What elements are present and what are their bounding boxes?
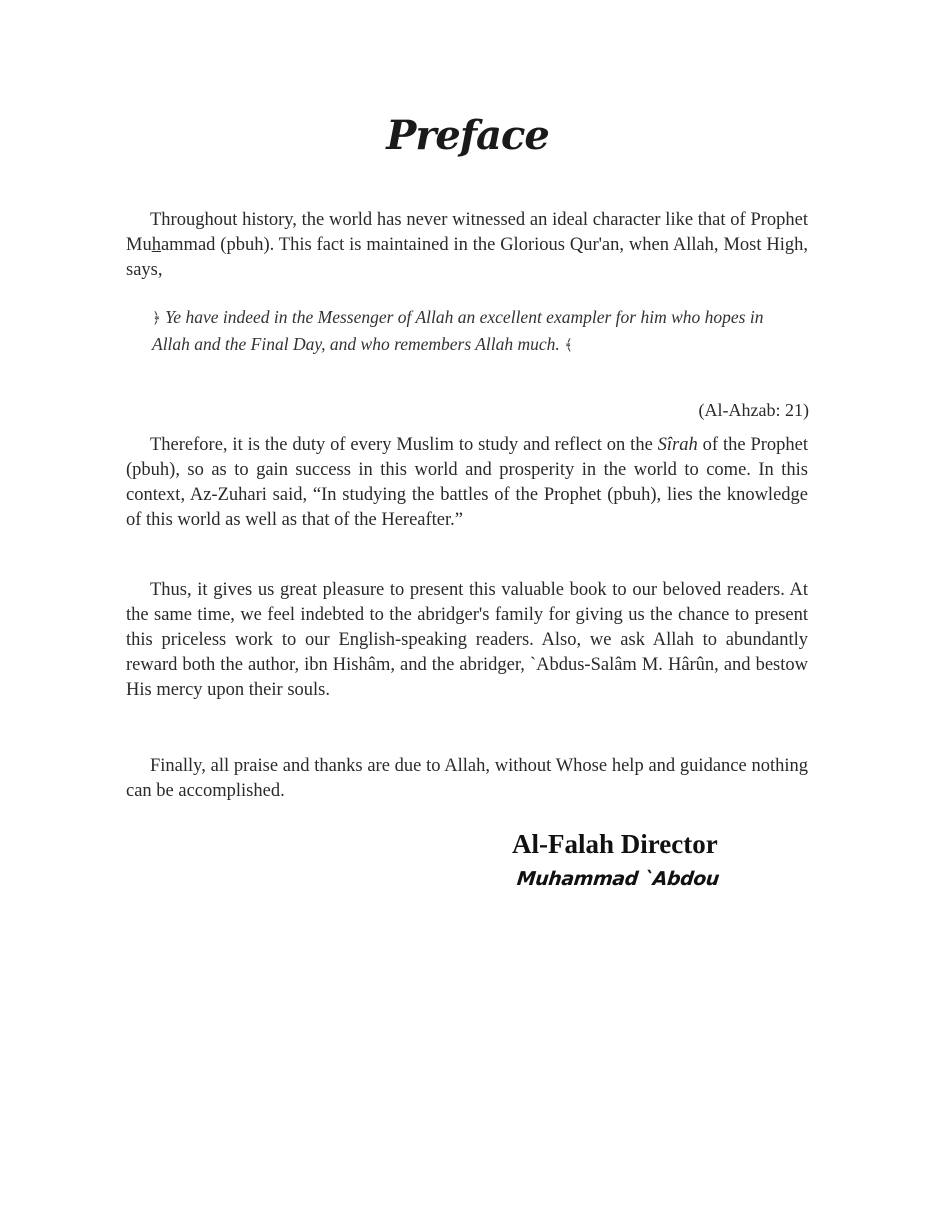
quote-close-bracket: ﴾: [564, 338, 573, 354]
signature-name: Muhammad `Abdou: [515, 868, 721, 890]
quran-quote: [152, 305, 792, 359]
page-title: Preface: [386, 112, 549, 159]
paragraph-intro-part2: ammad (pbuh). This fact is maintained in the Glorious Qur'an, when Allah, Most High, says,: [126, 235, 808, 280]
paragraph-duty-italic: Sîrah: [657, 435, 698, 455]
paragraph-intro: [126, 208, 808, 283]
paragraph-duty-part2: of the Prophet (pbuh), so as to gain success in this world and prosperity in the world to come. In this context, Az-Zuhari said, “In studying the battles of the Prophet (pbuh), lies the knowledge of this world as well as that of the Hereafter.”: [126, 435, 808, 530]
paragraph-gratitude-text: Thus, it gives us great pleasure to present this valuable book to our beloved readers. At the same time, we feel indebted to the abridger's family for giving us the chance to present this priceless work to our English-speaking readers. Also, we ask Allah to abundantly reward both the author, ibn Hishâm, and the abridger, `Abdus-Salâm M. Hârûn, and bestow His mercy upon their souls.: [126, 580, 808, 700]
paragraph-closing: [126, 754, 808, 804]
signature-title: Al-Falah Director: [512, 829, 718, 859]
paragraph-intro-underlined: h: [151, 235, 161, 255]
paragraph-intro-part1: Throughout history, the world has never witnessed an ideal character like that of Prophet Mu: [126, 210, 808, 255]
paragraph-gratitude: [126, 578, 808, 703]
quote-text: Ye have indeed in the Messenger of Allah an excellent exampler for him who hopes in Allah and the Final Day, and who remembers Allah much.: [152, 307, 764, 354]
paragraph-duty: [126, 433, 808, 533]
quote-open-bracket: ﴿: [152, 311, 161, 327]
paragraph-duty-part1: Therefore, it is the duty of every Muslim to study and reflect on the: [150, 435, 658, 455]
paragraph-closing-text: Finally, all praise and thanks are due to Allah, without Whose help and guidance nothing can be accomplished.: [126, 756, 808, 801]
quote-reference: (Al-Ahzab: 21): [698, 400, 809, 420]
